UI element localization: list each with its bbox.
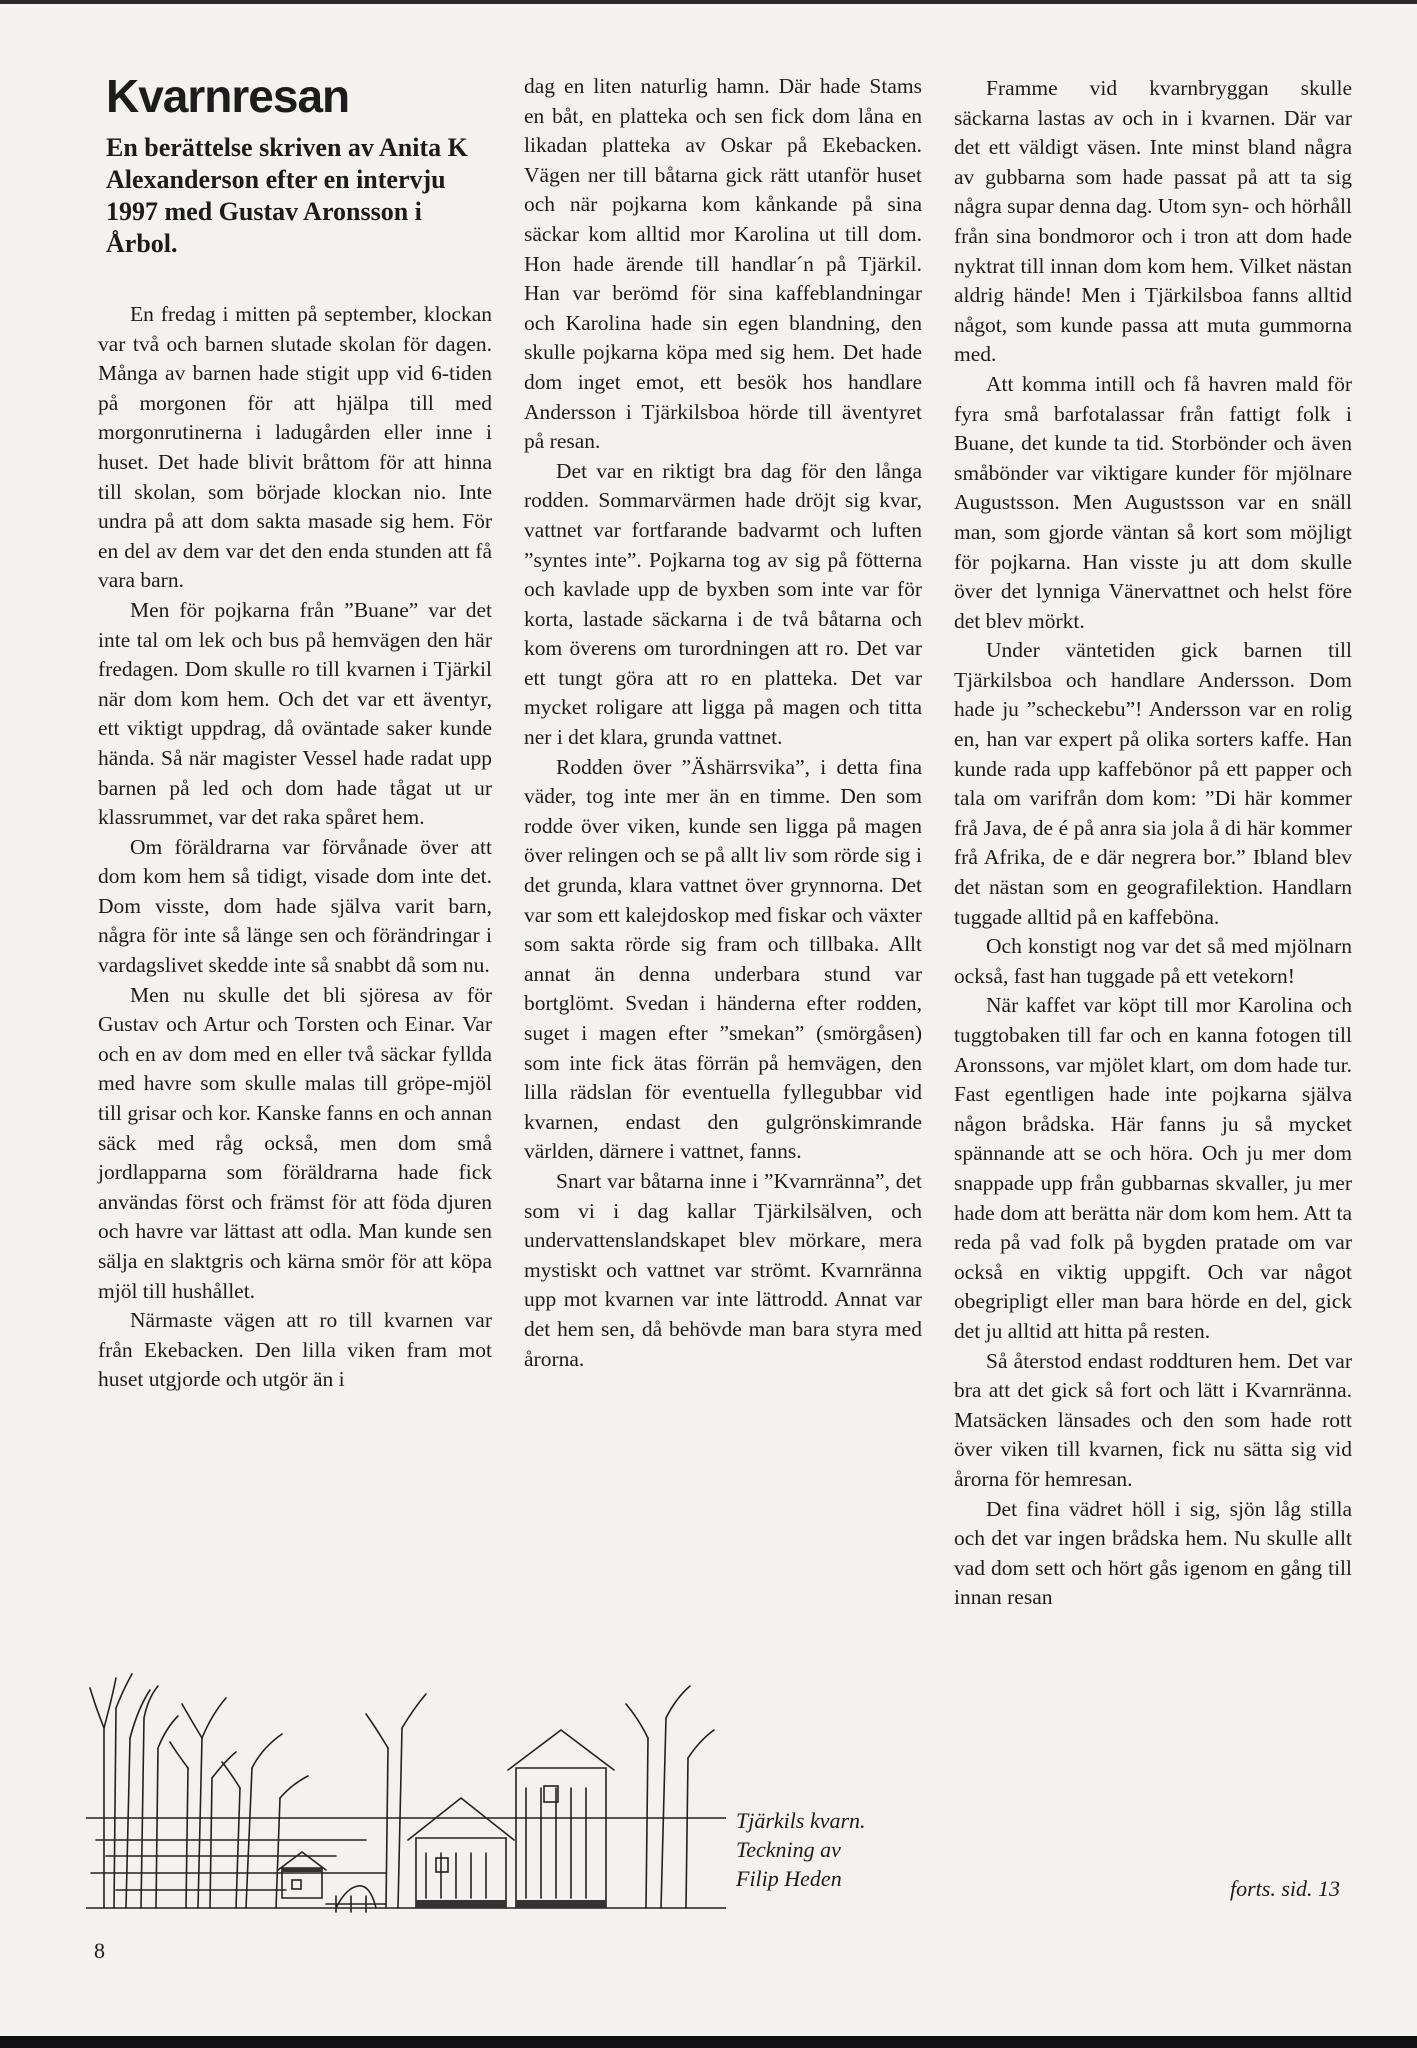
- paragraph: dag en liten naturlig hamn. Där hade Stams en båt, en platteka och sen fick dom låna en likadan platteka av Oskar på Ekebacken. Vägen ner till båtarna gick rätt utanför huset och när pojkarna kom kånkande på sina säckar kom alltid mor Karolina ut till dom. Hon hade ärende till handlar´n på Tjärkil. Han var berömd för sina kaffeblandningar och Karolina hade sin egen blandning, den skulle pojkarna köpa med sig hem. Det hade dom inget emot, ett besök hos handlare Andersson i Tjärkilsboa hörde till äventyret på resan.: [524, 74, 922, 454]
- paragraph: En fredag i mitten på september, klockan var två och barnen slutade skolan för dagen. Många av barnen hade stigit upp vid 6-tiden på morgonen för att hjälpa till med morgonrutinerna i ladugården eller inne i huset. Det hade blivit bråttom för att hinna till skolan, som började klockan nio. Inte undra på att dom sakta masade sig hem. För en del av dem var det den enda stunden att få vara barn.: [98, 302, 492, 593]
- paragraph: Men för pojkarna från ”Buane” var det inte tal om lek och bus på hemvägen den här fredagen. Dom skulle ro till kvarnen i Tjärkil när dom kom hem. Och det var ett äventyr, ett viktigt uppdrag, då oväntade saker kunde hända. Så när magister Vessel hade radat upp barnen på led och dom hade tågat ut ur klassrummet, var det raka spåret hem.: [98, 597, 492, 830]
- page-number: 8: [94, 1938, 105, 1963]
- paragraph: När kaffet var köpt till mor Karolina och tuggtobaken till far och en kanna fotogen till Aronssons, var mjölet klart, om dom hade tur. Fast egentligen hade inte pojkarna själva någon brådska. Här fanns ju så mycket spännande att se och höra. Och ju mer dom snappade upp från gubbarnas skvaller, ju mer hade dom att berätta när dom kom hem. Att ta reda på vad folk på bygden pratade om var också en viktig uppgift. Och var något obegripligt eller man bara hörde en del, gick det ju alltid att hitta på resten.: [954, 993, 1352, 1343]
- top-edge-line: [0, 0, 1417, 4]
- paragraph: Om föräldrarna var förvånade över att dom kom hem så tidigt, visade dom inte det. Dom visste, dom hade själva varit barn, några för inte så länge sen och förändringar i vardagslivet skedde inte så snabbt då som nu.: [98, 834, 492, 978]
- paragraph: Men nu skulle det bli sjöresa av för Gustav och Artur och Torsten och Einar. Var och en av dom med en eller två säckar fyllda med havre som skulle malas till gröpe-mjöl till grisar och kor. Kanske fanns en och annan säck med råg också, men dom små jordlapparna som föräldrarna hade fick användas först och främst för att föda djuren och havre var lättast att odla. Man kunde sen sälja en slaktgris och kärna smör för att köpa mjöl till hushållet.: [98, 982, 492, 1303]
- column-2: [524, 72, 922, 1374]
- caption-line: Tjärkils kvarn.: [736, 1808, 866, 1833]
- column-3: [954, 74, 1352, 1613]
- paragraph: Det var en riktigt bra dag för den långa rodden. Sommarvärmen hade dröjt sig kvar, vattnet var fortfarande badvarmt och luften ”syntes inte”. Pojkarna tog av sig på fötterna och kavlade upp de byxben som inte var för korta, lastade säckarna i de två båtarna och kom överens om turordningen att ro. Det var ett tungt göra att ro en platteka. Det var mycket roligare att ligga på magen och titta ner i det klara, grunda vattnet.: [524, 458, 922, 750]
- paragraph: Närmaste vägen att ro till kvarnen var från Ekebacken. Den lilla viken fram mot huset utgjorde och utgör än i: [98, 1308, 492, 1392]
- continued-note: forts. sid. 13: [1229, 1876, 1340, 1901]
- paragraph: Rodden över ”Äshärrsvika”, i detta fina väder, tog inte mer än en timme. Den som rodde över viken, kunde sen ligga på magen över relingen och se på allt liv som rörde sig i det grunda, klara vattnet över grynnorna. Det var som ett kalejdoskop med fiskar och växter som sakta rörde sig fram och tillbaka. Allt annat än denna underbara stund var bortglömt. Svedan i händerna efter rodden, suget i magen efter ”smekan” (smörgåsen) som inte fick ätas förrän på hemvägen, den lilla rädslan för eventuella fyllegubbar vid kvarnen, endast den gulgrönskimrande världen, därnere i vattnet, fanns.: [524, 754, 922, 1164]
- paragraph: Under väntetiden gick barnen till Tjärkilsboa och handlare Andersson. Dom hade ju ”scheckebu”! Andersson var en rolig en, han var expert på olika sorters kaffe. Han kunde rada upp kaffebönor på ett papper och tala om varifrån dom kom: ”Di här kommer frå Java, de é på anra sia jola å di här kommer frå Afrika, de e där negrera bor.” Ibland blev det nästan som en geografilektion. Handlarn tuggade alltid på en kaffeböna.: [954, 638, 1352, 929]
- caption-line: Filip Heden: [736, 1866, 842, 1891]
- illustration-caption: [736, 1806, 936, 1893]
- article-title: Kvarnresan: [106, 70, 350, 122]
- bottom-edge-bar: [0, 2036, 1417, 2048]
- paragraph: Och konstigt nog var det så med mjölnarn också, fast han tuggade på ett vetekorn!: [954, 934, 1352, 988]
- article-subtitle: En berättelse skriven av Anita K Alexanderson efter en intervju 1997 med Gustav Aronsson i Årbol.: [106, 133, 468, 258]
- caption-line: Teckning av: [736, 1837, 841, 1862]
- paragraph: Snart var båtarna inne i ”Kvarnränna”, det som vi i dag kallar Tjärkilsälven, och undervattenslandskapet blev mörkare, mera mystiskt och vattnet var strömt. Kvarnränna upp mot kvarnen var inte lättrodd. Annat var det hem sen, då behövde man bara styra med årorna.: [524, 1168, 922, 1371]
- paragraph: Så återstod endast roddturen hem. Det var bra att det gick så fort och lätt i Kvarnränna. Matsäcken länsades och den som hade rott över viken till kvarnen, fick nu sätta sig vid årorna för hemresan.: [954, 1348, 1352, 1491]
- paragraph: Framme vid kvarnbryggan skulle säckarna lastas av och in i kvarnen. Där var det ett väldigt väsen. Inte minst bland några av gubbarna som hade passat på att ta sig några supar denna dag. Utom syn- och hörhåll från sina bondmoror och i tron att dom hade nyktrat till innan dom kom hem. Vilket nästan aldrig hände! Men i Tjärkilsboa fanns alltid något, som kunde passa att muta gummorna med.: [954, 76, 1352, 367]
- paragraph: Att komma intill och få havren mald för fyra små barfotalassar från fattigt folk i Buane, det kunde ta tid. Storbönder och även småbönder var viktigare kunder för mjölnare Augustsson. Men Augustsson var en snäll man, som gjorde väntan så kort som möjligt för pojkarna. Han visste ju att dom skulle över det lynniga Vänervattnet och helst före det blev mörkt.: [954, 371, 1352, 633]
- paragraph: Det fina vädret höll i sig, sjön låg stilla och det var ingen brådska hem. Nu skulle allt vad dom sett och hört gås igenom en gång till innan resan: [954, 1496, 1352, 1610]
- column-1: [98, 70, 492, 1395]
- mill-sketch-illustration: [86, 1668, 726, 1923]
